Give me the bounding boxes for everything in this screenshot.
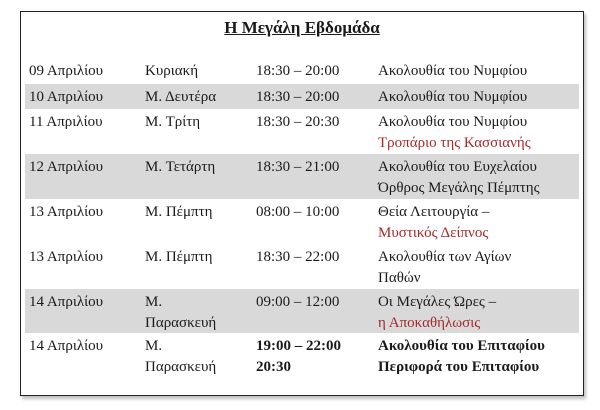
service-line: Παθών (378, 270, 421, 286)
time-cell (256, 336, 341, 378)
service-cell (378, 336, 545, 378)
service-line: Ακολουθία του Ευχελαίου (378, 159, 537, 175)
day-line: Παρασκευή (145, 359, 217, 375)
service-cell (378, 247, 511, 289)
service-line: Όρθρος Μεγάλης Πέμπτης (378, 180, 540, 196)
date-cell: 14 Απριλίου (29, 338, 104, 354)
service-line: Ακολουθία του Νυμφίου (378, 114, 528, 130)
page-title (21, 18, 583, 38)
service-cell: Ακολουθία του Νυμφίου (378, 63, 528, 79)
service-line-highlight: Τροπάριο της Κασσιανής (378, 135, 531, 151)
service-line: Οι Μεγάλες Ώρες – (378, 294, 497, 310)
day-cell (145, 336, 216, 378)
service-cell: Ακολουθία του Νυμφίου (378, 89, 528, 105)
date-cell: 13 Απριλίου (29, 249, 104, 265)
table-row (25, 84, 579, 109)
time-line: 20:30 (256, 359, 291, 375)
service-cell (378, 112, 531, 154)
service-line-highlight: η Αποκαθήλωσις (378, 315, 481, 331)
date-cell: 13 Απριλίου (29, 204, 104, 220)
day-cell: Κυριακή (145, 63, 199, 79)
day-cell: Μ. Πέμπτη (145, 204, 213, 220)
time-cell: 18:30 – 20:00 (256, 63, 340, 79)
table-row (25, 333, 579, 383)
time-cell: 18:30 – 20:30 (256, 114, 340, 130)
date-cell: 12 Απριλίου (29, 159, 104, 175)
day-cell: Μ. Πέμπτη (145, 249, 213, 265)
table-row (25, 244, 579, 289)
service-line: Θεία Λειτουργία – (378, 204, 490, 220)
service-line-highlight: Μυστικός Δείπνος (378, 225, 489, 241)
date-cell: 14 Απριλίου (29, 294, 104, 310)
day-line: Παρασκευή (145, 315, 217, 331)
schedule-frame (20, 11, 584, 396)
table-row (25, 109, 579, 154)
table-row (25, 289, 579, 333)
day-line: Μ. (145, 294, 163, 310)
day-cell: Μ. Δευτέρα (145, 89, 217, 105)
date-cell: 09 Απριλίου (29, 63, 104, 79)
time-cell: 18:30 – 20:00 (256, 89, 340, 105)
day-cell (145, 292, 216, 334)
title-text: Η Μεγάλη Εβδομάδα (224, 18, 380, 37)
day-cell: Μ. Τρίτη (145, 114, 201, 130)
time-cell: 18:30 – 21:00 (256, 159, 340, 175)
day-cell: Μ. Τετάρτη (145, 159, 216, 175)
service-cell (378, 202, 489, 244)
date-cell: 11 Απριλίου (29, 114, 103, 130)
time-line: 19:00 – 22:00 (256, 338, 341, 354)
service-line: Περιφορά του Επιταφίου (378, 359, 540, 375)
table-row (25, 199, 579, 244)
day-line: Μ. (145, 338, 163, 354)
time-cell: 09:00 – 12:00 (256, 294, 340, 310)
table-row (25, 58, 579, 84)
service-cell (378, 292, 496, 334)
time-cell: 18:30 – 22:00 (256, 249, 340, 265)
service-line: Ακολουθία των Αγίων (378, 249, 512, 265)
date-cell: 10 Απριλίου (29, 89, 104, 105)
table-row (25, 154, 579, 199)
service-cell (378, 157, 540, 199)
service-line: Ακολουθία του Επιταφίου (378, 338, 545, 354)
time-cell: 08:00 – 10:00 (256, 204, 340, 220)
